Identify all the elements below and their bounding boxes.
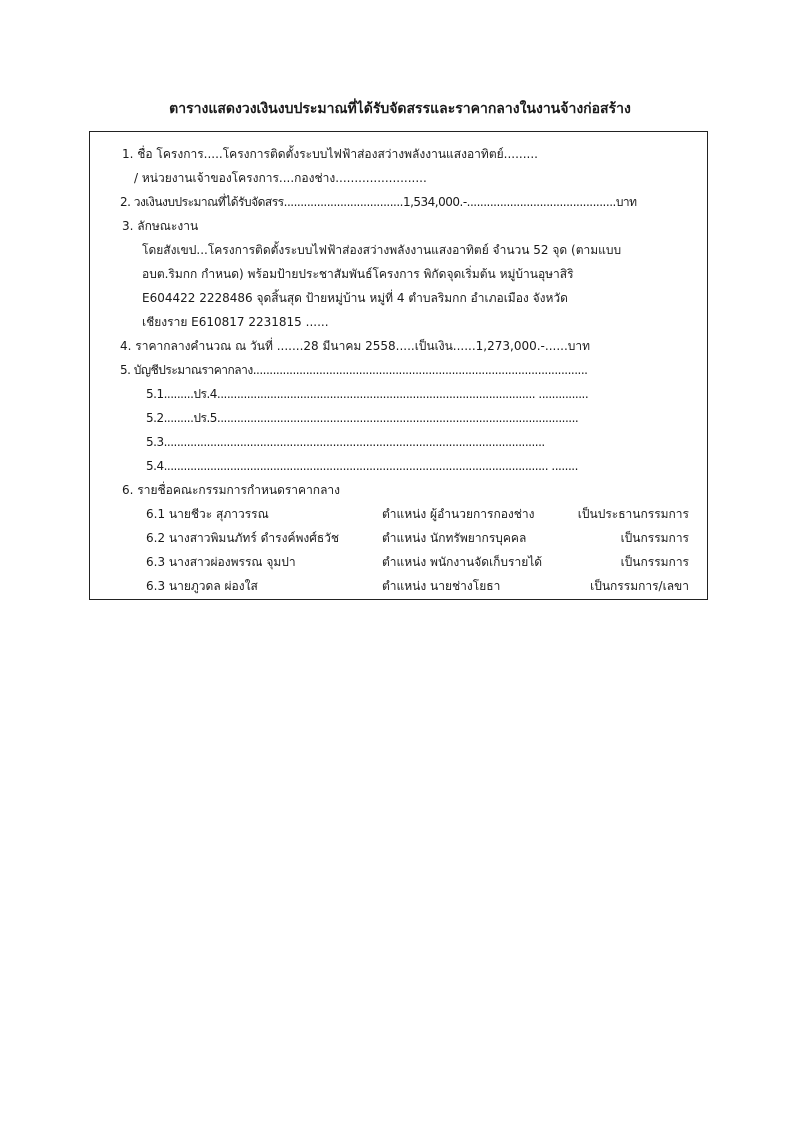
member-name: 6.3 นางสาวผ่องพรรณ จุมปา: [146, 555, 296, 569]
work-nature-heading: 3. ลักษณะงาน: [122, 219, 199, 233]
committee-member: [90, 506, 709, 522]
committee-member: [90, 554, 709, 570]
member-position: ตำแหน่ง นายช่างโยธา: [382, 579, 501, 593]
member-name: 6.3 นายภูวดล ผ่องใส: [146, 579, 258, 593]
price-list-item-5-1: 5.1.........ปร.4................................................................................................ ...............: [146, 387, 589, 401]
member-role: เป็นประธานกรรมการ: [577, 507, 689, 521]
budget-allocated: 2. วงเงินงบประมาณที่ได้รับจัดสรร....................................1,534,000.-.............................................บาท: [120, 195, 637, 209]
median-price: 4. ราคากลางคำนวณ ณ วันที่ .......28 มีนาคม 2558.....เป็นเงิน......1,273,000.-......บาท: [120, 339, 591, 353]
project-name: 1. ชื่อ โครงการ.....โครงการติดตั้งระบบไฟฟ้าส่องสว่างพลังงานแสงอาทิตย์.........: [122, 147, 538, 161]
member-position: ตำแหน่ง นักทรัพยากรบุคคล: [382, 531, 527, 545]
price-list-heading: 5. บัญชีประมาณราคากลาง.....................................................................................................: [120, 363, 588, 377]
committee-member: [90, 578, 709, 594]
member-position: ตำแหน่ง พนักงานจัดเก็บรายได้: [382, 555, 543, 569]
member-role: เป็นกรรมการ: [620, 531, 689, 545]
member-name: 6.2 นางสาวพิมนภัทร์ ดำรงค์พงศ์ธวัช: [146, 531, 340, 545]
member-role: เป็นกรรมการ: [620, 555, 689, 569]
committee-heading: 6. รายชื่อคณะกรรมการกำหนดราคากลาง: [122, 483, 341, 497]
member-role: เป็นกรรมการ/เลขา: [590, 579, 689, 593]
price-list-item-5-4: 5.4.................................................................................................................... ........: [146, 459, 578, 473]
committee-member: [90, 530, 709, 546]
member-name: 6.1 นายชีวะ สุภาวรรณ: [146, 507, 269, 521]
price-list-item-5-2: 5.2.........ปร.5.............................................................................................................: [146, 411, 579, 425]
project-owner: / หน่วยงานเจ้าของโครงการ....กองช่าง........................: [134, 171, 427, 185]
page-title: ตารางแสดงวงเงินงบประมาณที่ได้รับจัดสรรและราคากลางในงานจ้างก่อสร้าง: [169, 101, 631, 117]
work-description-line-3: E604422 2228486 จุดสิ้นสุด ป้ายหมู่บ้าน หมู่ที่ 4 ตำบลริมกก อำเภอเมือง จังหวัด: [142, 291, 568, 305]
work-description-line-1: โดยสังเขป...โครงการติดตั้งระบบไฟฟ้าส่องสว่างพลังงานแสงอาทิตย์ จำนวน 52 จุด (ตามแบบ: [142, 243, 622, 257]
price-list-item-5-3: 5.3...................................................................................................................: [146, 435, 545, 449]
work-description-line-4: เชียงราย E610817 2231815 ......: [142, 315, 329, 329]
budget-table: [89, 131, 708, 600]
work-description-line-2: อบต.ริมกก กำหนด) พร้อมป้ายประชาสัมพันธ์โครงการ พิกัดจุดเริ่มต้น หมู่บ้านอุษาสิริ: [142, 267, 574, 281]
member-position: ตำแหน่ง ผู้อำนวยการกองช่าง: [382, 507, 535, 521]
